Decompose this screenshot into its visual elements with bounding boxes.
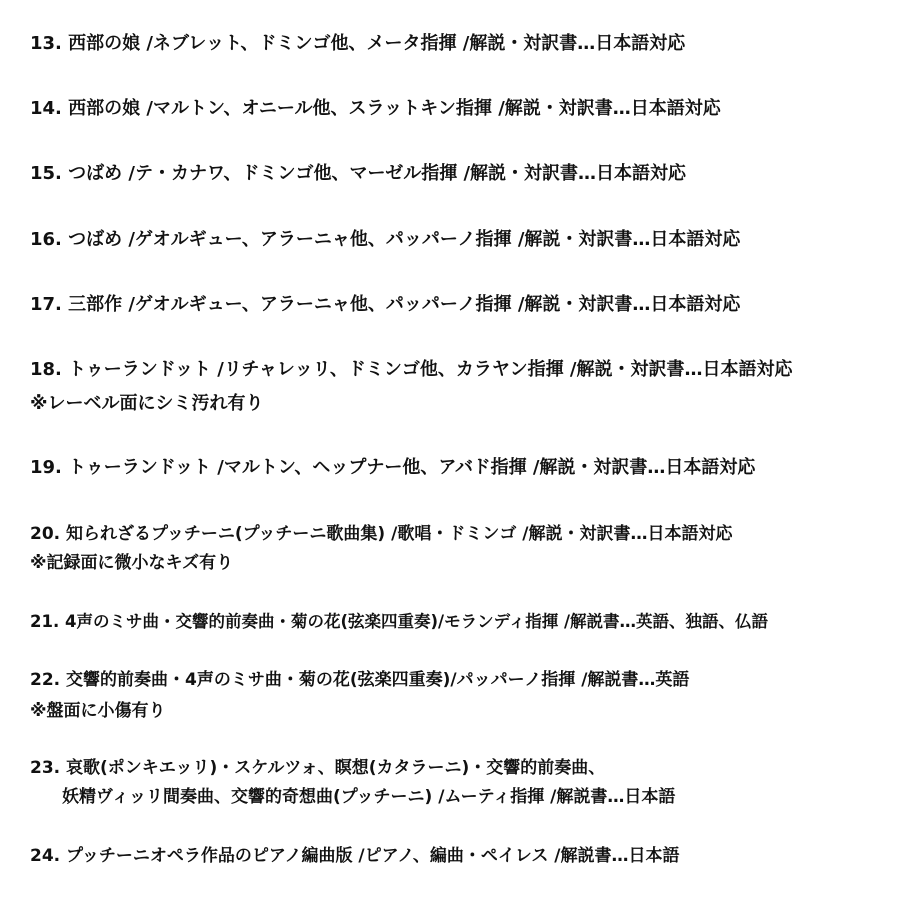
list-item-23: 23. 哀歌(ポンキエッリ)・スケルツォ、瞑想(カタラーニ)・交響的前奏曲、 — [30, 758, 606, 778]
list-item-22-note: ※盤面に小傷有り — [30, 701, 166, 721]
list-item-16: 16. つばめ /ゲオルギュー、アラーニャ他、パッパーノ指揮 /解説・対訳書…日本語対応 — [30, 229, 741, 250]
list-item-24: 24. プッチーニオペラ作品のピアノ編曲版 /ピアノ、編曲・ペイレス /解説書…日本語 — [30, 846, 680, 866]
list-item-14: 14. 西部の娘 /マルトン、オニール他、スラットキン指揮 /解説・対訳書…日本語対応 — [30, 98, 721, 119]
list-item-19: 19. トゥーランドット /マルトン、ヘップナー他、アバド指揮 /解説・対訳書…日本語対応 — [30, 457, 756, 478]
list-item-13: 13. 西部の娘 /ネブレット、ドミンゴ他、メータ指揮 /解説・対訳書…日本語対応 — [30, 33, 686, 54]
list-item-18: 18. トゥーランドット /リチャレッリ、ドミンゴ他、カラヤン指揮 /解説・対訳書…日本語対応 — [30, 359, 793, 380]
list-item-20: 20. 知られざるプッチーニ(プッチーニ歌曲集) /歌唱・ドミンゴ /解説・対訳書…日本語対応 — [30, 524, 733, 544]
list-item-18-note: ※レーベル面にシミ汚れ有り — [30, 393, 264, 414]
list-item-20-note: ※記録面に微小なキズ有り — [30, 553, 234, 573]
list-item-17: 17. 三部作 /ゲオルギュー、アラーニャ他、パッパーノ指揮 /解説・対訳書…日本語対応 — [30, 294, 741, 315]
list-item-21: 21. 4声のミサ曲・交響的前奏曲・菊の花(弦楽四重奏)/モランディ指揮 /解説書…英語、独語、仏語 — [30, 612, 769, 631]
list-item-15: 15. つばめ /テ・カナワ、ドミンゴ他、マーゼル指揮 /解説・対訳書…日本語対応 — [30, 163, 687, 184]
list-item-23-cont: 妖精ヴィッリ間奏曲、交響的奇想曲(プッチーニ) /ムーティ指揮 /解説書…日本語 — [62, 787, 676, 807]
list-item-22: 22. 交響的前奏曲・4声のミサ曲・菊の花(弦楽四重奏)/パッパーノ指揮 /解説書…英語 — [30, 670, 690, 690]
